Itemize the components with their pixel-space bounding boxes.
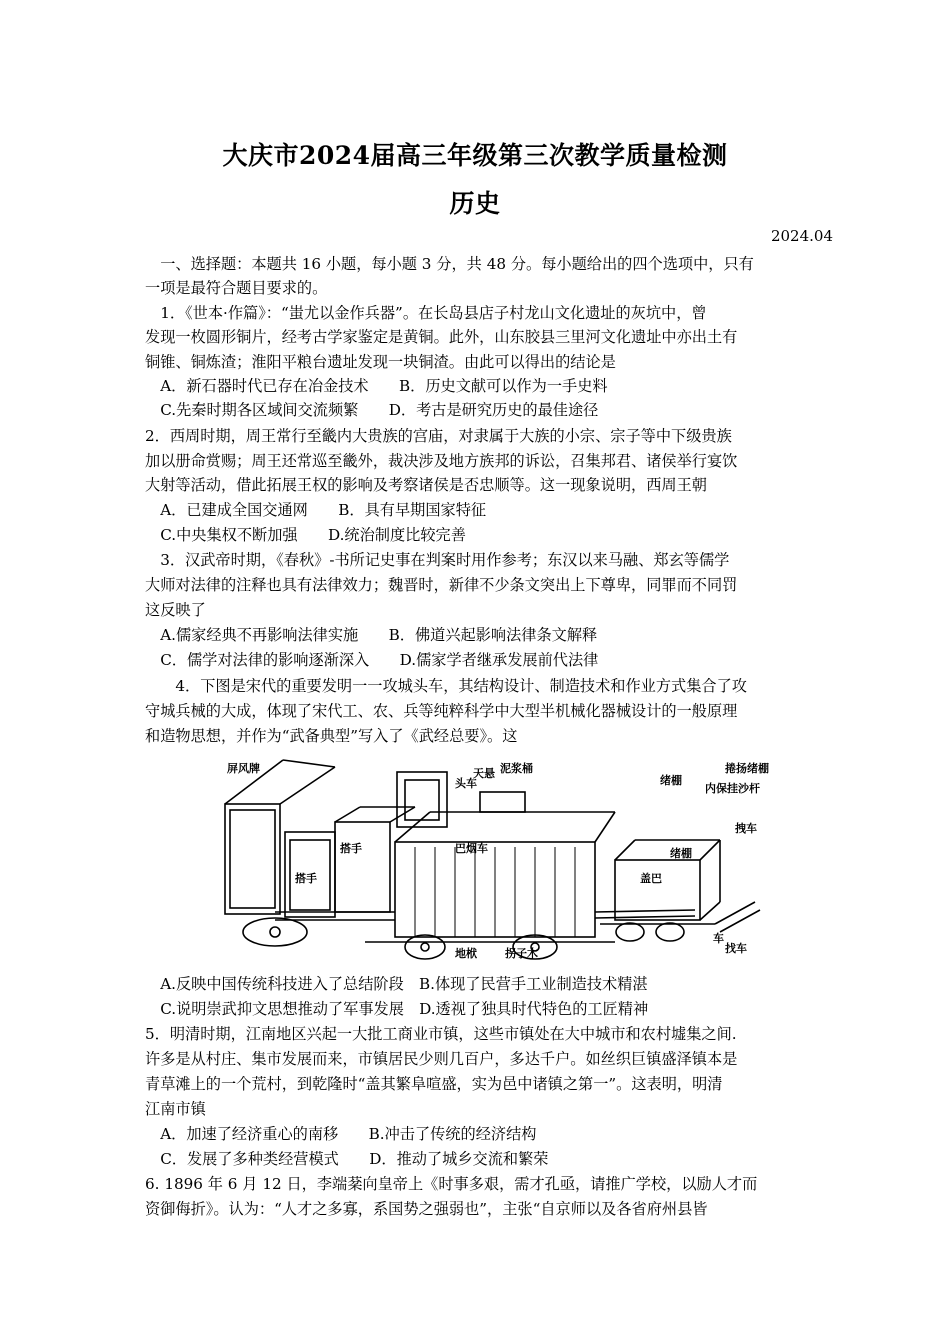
question-1-stem: 1．《世本·作篇》：“蚩尤以金作兵器”。在长岛县店子村龙山文化遗址的灰坑中，曾 bbox=[145, 304, 707, 322]
figure-label: 内保挂沙杆 bbox=[705, 782, 760, 795]
question-3-options: A.儒家经典不再影响法律实施 B．佛道兴起影响法律条文解释 bbox=[145, 626, 598, 644]
instructions-line: 一、选择题：本题共 16 小题，每小题 3 分，共 48 分。每小题给出的四个选项中，只有 bbox=[145, 255, 754, 273]
question-5-stem: 江南市镇 bbox=[145, 1100, 206, 1118]
question-5-options: A．加速了经济重心的南移 B.冲击了传统的经济结构 bbox=[145, 1125, 537, 1143]
figure-label: 捲扬绪棚 bbox=[725, 762, 769, 775]
figure-label: 地栿 bbox=[455, 947, 477, 960]
question-4-stem: 守城兵械的大成，体现了宋代工、农、兵等纯粹科学中大型半机械化器械设计的一般原理 bbox=[145, 702, 738, 720]
question-5-stem: 青草滩上的一个荒村，到乾隆时“盖其繁阜喧盛，实为邑中诸镇之第一”。这表明，明清 bbox=[145, 1075, 723, 1093]
question-1-stem: 发现一枚圆形铜片，经考古学家鉴定是黄铜。此外，山东胶县三里河文化遗址中亦出土有 bbox=[145, 328, 738, 346]
question-4-stem: 和造物思想，并作为“武备典型”写入了《武经总要》。这 bbox=[145, 727, 518, 745]
main-cart-drawing bbox=[365, 772, 615, 959]
figure-label: 绪棚 bbox=[660, 774, 682, 787]
screen-panel-drawing bbox=[225, 760, 335, 917]
question-2-stem: 加以册命赏赐；周王还常巡至畿外，裁决涉及地方族邦的诉讼，召集邦君、诸侯举行宴饮 bbox=[145, 452, 738, 470]
question-3-options: C．儒学对法律的影响逐渐深入 D.儒家学者继承发展前代法律 bbox=[145, 651, 599, 669]
question-1-options: A．新石器时代已存在冶金技术 B．历史文献可以作为一手史料 bbox=[145, 377, 608, 395]
figure-label: 找车 bbox=[725, 942, 747, 955]
exam-date: 2024.04 bbox=[770, 227, 833, 245]
question-6-stem: 6. 1896 年 6 月 12 日，李端棻向皇帝上《时事多艰，需才孔亟，请推广学校，以励人才而 bbox=[145, 1175, 758, 1193]
instructions-line: 一项是最符合题目要求的。 bbox=[145, 279, 328, 297]
siege-tower-cart-illustration bbox=[215, 752, 770, 964]
figure-label: 绪棚 bbox=[670, 847, 692, 860]
figure-label: 车 bbox=[713, 932, 724, 945]
figure-label: 天悬 bbox=[473, 767, 495, 780]
question-2-stem: 2．西周时期，周王常行至畿内大贵族的宫庙，对隶属于大族的小宗、宗子等中下级贵族 bbox=[145, 427, 732, 445]
question-5-stem: 5．明清时期，江南地区兴起一大批工商业市镇，这些市镇处在大中城市和农村墟集之间. bbox=[145, 1025, 737, 1043]
question-3-stem: 这反映了 bbox=[145, 601, 206, 619]
question-2-options: C.中央集权不断加强 D.统治制度比较完善 bbox=[145, 526, 466, 544]
subject-title: 历史 bbox=[449, 189, 501, 218]
figure-label: 泥浆桶 bbox=[500, 762, 533, 775]
front-cart-drawing bbox=[243, 807, 415, 946]
figure-label: 屏风牌 bbox=[227, 762, 260, 775]
question-1-stem: 铜锥、铜炼渣；淮阳平粮台遗址发现一块铜渣。由此可以得出的结论是 bbox=[145, 353, 616, 371]
figure-label: 盖巴 bbox=[640, 872, 662, 885]
question-4-options: A.反映中国传统科技进入了总结阶段 B.体现了民营手工业制造技术精湛 bbox=[145, 975, 648, 993]
question-3-stem: 大师对法律的注释也具有法律效力；魏晋时，新律不少条文突出上下尊卑，同罪而不同罚 bbox=[145, 576, 738, 594]
question-5-options: C．发展了多种类经营模式 D．推动了城乡交流和繁荣 bbox=[145, 1150, 549, 1168]
question-2-stem: 大射等活动，借此拓展王权的影响及考察诸侯是否忠顺等。这一现象说明，西周王朝 bbox=[145, 476, 707, 494]
question-2-options: A．已建成全国交通网 B．具有早期国家特征 bbox=[145, 501, 487, 519]
question-5-stem: 许多是从村庄、集市发展而来，市镇居民少则几百户，多达千户。如丝织巨镇盛泽镇本是 bbox=[145, 1050, 738, 1068]
figure-label: 搭手 bbox=[340, 842, 362, 855]
question-4-stem: 4．下图是宋代的重要发明一一攻城头车，其结构设计、制造技术和作业方式集合了攻 bbox=[145, 677, 747, 695]
exam-title: 大庆市2024届高三年级第三次教学质量检测 bbox=[222, 141, 728, 170]
question-6-stem: 资御侮折》。认为：“人才之多寡，系国势之强弱也”，主张“自京师以及各省府州县皆 bbox=[145, 1200, 708, 1218]
question-1-options: C.先秦时期各区域间交流频繁 D．考古是研究历史的最佳途径 bbox=[145, 401, 599, 419]
question-3-stem: 3．汉武帝时期，《春秋》-书所记史事在判案时用作参考；东汉以来马融、郑玄等儒学 bbox=[145, 551, 730, 569]
figure-label: 头车 bbox=[455, 777, 477, 790]
figure-label: 巴烟车 bbox=[455, 842, 488, 855]
figure-label: 拽车 bbox=[735, 822, 757, 835]
figure-label: 拐子木 bbox=[505, 947, 538, 960]
figure-label: 搭手 bbox=[295, 872, 317, 885]
question-4-options: C.说明崇武抑文思想推动了军事发展 D.透视了独具时代特色的工匠精神 bbox=[145, 1000, 649, 1018]
